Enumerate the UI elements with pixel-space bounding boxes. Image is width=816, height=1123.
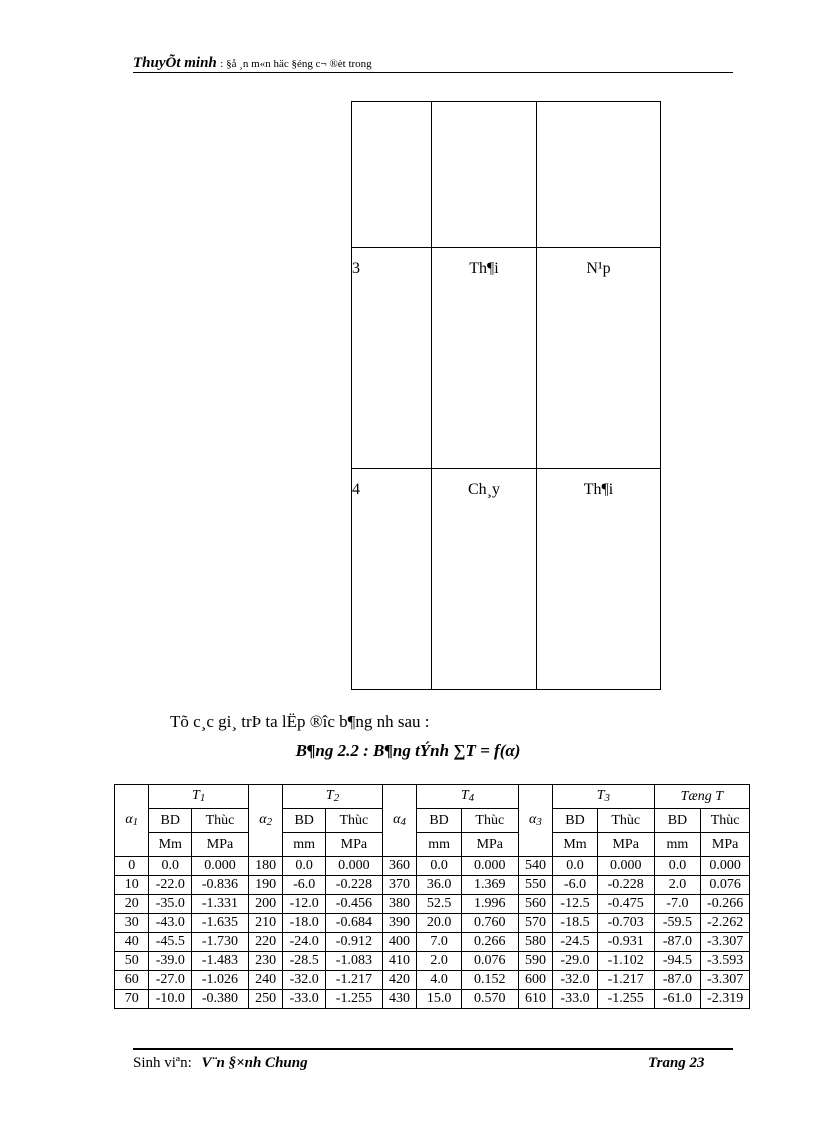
table-cell: -1.635	[192, 914, 249, 933]
table-cell: -0.912	[325, 933, 382, 952]
table-cell: 1.996	[461, 895, 518, 914]
table-cell: 0.000	[325, 857, 382, 876]
table-cell: 20.0	[417, 914, 462, 933]
table-cell: -0.380	[192, 990, 249, 1009]
table-cell: 15.0	[417, 990, 462, 1009]
table-caption: B¶ng 2.2 : B¶ng tÝnh ∑T = f(α)	[295, 741, 521, 760]
table-cell: -12.0	[283, 895, 326, 914]
table-cell: 550	[518, 876, 552, 895]
table-cell: -3.307	[701, 971, 750, 990]
table-cell: 0.760	[461, 914, 518, 933]
table-cell: 0.000	[701, 857, 750, 876]
thuc-label: Thùc	[192, 809, 249, 833]
table-cell: 30	[115, 914, 149, 933]
unit-label: Mm	[149, 833, 192, 857]
table-cell: -29.0	[553, 952, 598, 971]
bd-label: BD	[553, 809, 598, 833]
table-cell: 0.076	[461, 952, 518, 971]
table-cell: 0.266	[461, 933, 518, 952]
unit-label: MPa	[701, 833, 750, 857]
header-row-3	[115, 833, 750, 857]
table-cell: 70	[115, 990, 149, 1009]
header-row-2	[115, 809, 750, 833]
table-cell: -3.307	[701, 933, 750, 952]
table-cell: 50	[115, 952, 149, 971]
table-cell: 180	[248, 857, 282, 876]
table-cell: 200	[248, 895, 282, 914]
table-cell: 390	[382, 914, 416, 933]
table-cell: -87.0	[654, 933, 701, 952]
table-cell: 370	[382, 876, 416, 895]
table-cell: -1.026	[192, 971, 249, 990]
table-row	[352, 102, 661, 248]
header-rule	[133, 72, 733, 73]
table-cell: -0.703	[597, 914, 654, 933]
table-cell: -18.0	[283, 914, 326, 933]
table-cell: 600	[518, 971, 552, 990]
alpha2-header: α2	[248, 785, 282, 857]
page-number: Trang 23	[648, 1055, 705, 1071]
thuc-label: Thùc	[701, 809, 750, 833]
table-cell: -6.0	[283, 876, 326, 895]
table-cell: -0.931	[597, 933, 654, 952]
total-t-header: Tæng T	[654, 785, 749, 809]
table-cell: -1.083	[325, 952, 382, 971]
table-cell: -0.684	[325, 914, 382, 933]
table-row	[115, 876, 750, 895]
footer-student	[133, 1055, 308, 1072]
table-cell: 0.0	[417, 857, 462, 876]
table-cell: 1.369	[461, 876, 518, 895]
unit-label: mm	[417, 833, 462, 857]
alpha4-header: α4	[382, 785, 416, 857]
table-cell: 250	[248, 990, 282, 1009]
table-cell: -12.5	[553, 895, 598, 914]
table-cell: 0.0	[283, 857, 326, 876]
table-cell: 410	[382, 952, 416, 971]
table-cell: -3.593	[701, 952, 750, 971]
table-cell: -32.0	[283, 971, 326, 990]
intro-text: Tõ c¸c gi¸ trÞ ta lËp ®îc b¶ng nh sau :	[170, 712, 430, 731]
table-cell: 0.0	[654, 857, 701, 876]
t1-header: T1	[149, 785, 248, 809]
table-cell: 380	[382, 895, 416, 914]
table-row	[115, 971, 750, 990]
table-cell: Th¶i	[537, 469, 661, 690]
table-cell: 40	[115, 933, 149, 952]
table-cell: Ch¸y	[432, 469, 537, 690]
table-cell: 10	[115, 876, 149, 895]
table-cell: -24.5	[553, 933, 598, 952]
table-cell: 430	[382, 990, 416, 1009]
table-cell: 580	[518, 933, 552, 952]
t2-header: T2	[283, 785, 382, 809]
table-cell: 7.0	[417, 933, 462, 952]
table-cell: 20	[115, 895, 149, 914]
table-cell: -27.0	[149, 971, 192, 990]
bd-label: BD	[149, 809, 192, 833]
table-cell: 0.000	[192, 857, 249, 876]
table-cell: 400	[382, 933, 416, 952]
table-cell: -10.0	[149, 990, 192, 1009]
table-cell: -1.255	[325, 990, 382, 1009]
stroke-order-table	[351, 101, 661, 690]
table-cell: 220	[248, 933, 282, 952]
table-cell: -7.0	[654, 895, 701, 914]
table-cell: -0.228	[325, 876, 382, 895]
table-cell: 560	[518, 895, 552, 914]
table-row	[115, 933, 750, 952]
table-cell: 0.152	[461, 971, 518, 990]
table-cell: -6.0	[553, 876, 598, 895]
table-cell: -0.228	[597, 876, 654, 895]
table-cell: 4	[352, 469, 432, 690]
table-cell: -1.255	[597, 990, 654, 1009]
t3-header: T3	[553, 785, 654, 809]
table-cell: 0.000	[597, 857, 654, 876]
bd-label: BD	[283, 809, 326, 833]
table-cell: 0.0	[553, 857, 598, 876]
unit-label: Mm	[553, 833, 598, 857]
table-cell: N¹p	[537, 248, 661, 469]
table-cell: -0.456	[325, 895, 382, 914]
table-cell: 190	[248, 876, 282, 895]
table-cell: 610	[518, 990, 552, 1009]
unit-label: MPa	[461, 833, 518, 857]
table-cell: 360	[382, 857, 416, 876]
table-cell: -43.0	[149, 914, 192, 933]
table-cell: -1.102	[597, 952, 654, 971]
table-cell: -39.0	[149, 952, 192, 971]
table-cell: 36.0	[417, 876, 462, 895]
table-cell: -33.0	[553, 990, 598, 1009]
table-cell: -61.0	[654, 990, 701, 1009]
alpha1-header: α1	[115, 785, 149, 857]
bd-label: BD	[654, 809, 701, 833]
bd-label: BD	[417, 809, 462, 833]
table-cell: 4.0	[417, 971, 462, 990]
table-cell: -35.0	[149, 895, 192, 914]
table-cell: 540	[518, 857, 552, 876]
table-cell: 420	[382, 971, 416, 990]
table-cell	[432, 102, 537, 248]
table-row	[115, 857, 750, 876]
table-cell: -2.319	[701, 990, 750, 1009]
table-cell: 0.0	[149, 857, 192, 876]
table-cell: 2.0	[654, 876, 701, 895]
table-cell: Th¶i	[432, 248, 537, 469]
table-cell: 0.000	[461, 857, 518, 876]
header-row-1	[115, 785, 750, 809]
unit-label: MPa	[597, 833, 654, 857]
table-cell: 0.076	[701, 876, 750, 895]
table-cell: 0	[115, 857, 149, 876]
table-cell: -1.730	[192, 933, 249, 952]
table-cell: -22.0	[149, 876, 192, 895]
table-cell: -33.0	[283, 990, 326, 1009]
table-row	[115, 990, 750, 1009]
table-cell	[537, 102, 661, 248]
table-cell: -45.5	[149, 933, 192, 952]
footer-rule	[133, 1048, 733, 1050]
footer-label: Sinh viªn:	[133, 1055, 192, 1071]
table-cell: 3	[352, 248, 432, 469]
table-row	[352, 248, 661, 469]
table-cell: -1.217	[325, 971, 382, 990]
table-cell: 52.5	[417, 895, 462, 914]
unit-label: mm	[654, 833, 701, 857]
table-row	[115, 895, 750, 914]
table-cell: 60	[115, 971, 149, 990]
table-cell: -24.0	[283, 933, 326, 952]
table-cell: -1.331	[192, 895, 249, 914]
table-cell: -28.5	[283, 952, 326, 971]
unit-label: MPa	[192, 833, 249, 857]
torque-table	[114, 784, 750, 1009]
thuc-label: Thùc	[461, 809, 518, 833]
unit-label: MPa	[325, 833, 382, 857]
table-cell: -32.0	[553, 971, 598, 990]
alpha3-header: α3	[518, 785, 552, 857]
table-cell: 0.570	[461, 990, 518, 1009]
header-subtitle: : §å ¸n m«n häc §éng c¬ ®èt trong	[220, 58, 372, 70]
t4-header: T4	[417, 785, 518, 809]
table-cell: 590	[518, 952, 552, 971]
table-cell	[352, 102, 432, 248]
thuc-label: Thùc	[325, 809, 382, 833]
table-row	[115, 952, 750, 971]
table-cell: 2.0	[417, 952, 462, 971]
table-cell: -0.475	[597, 895, 654, 914]
footer-name: V¨n §×nh Chung	[201, 1055, 308, 1071]
table-cell: -87.0	[654, 971, 701, 990]
table-cell: -1.483	[192, 952, 249, 971]
table-row	[115, 914, 750, 933]
header-title: ThuyÕt minh	[133, 55, 217, 71]
table-row	[352, 469, 661, 690]
table-cell: -2.262	[701, 914, 750, 933]
table-cell: -18.5	[553, 914, 598, 933]
table-cell: 570	[518, 914, 552, 933]
table-cell: -94.5	[654, 952, 701, 971]
unit-label: mm	[283, 833, 326, 857]
table-cell: 230	[248, 952, 282, 971]
table-cell: -1.217	[597, 971, 654, 990]
table-cell: 240	[248, 971, 282, 990]
table-cell: -59.5	[654, 914, 701, 933]
table-cell: -0.836	[192, 876, 249, 895]
table-cell: -0.266	[701, 895, 750, 914]
table-cell: 210	[248, 914, 282, 933]
page-header	[133, 55, 372, 72]
thuc-label: Thùc	[597, 809, 654, 833]
